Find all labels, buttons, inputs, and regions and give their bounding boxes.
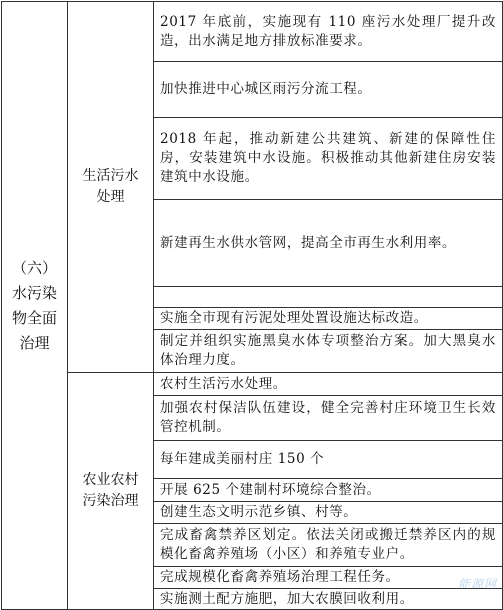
measure-item: 每年建成美丽村庄 150 个: [154, 441, 503, 479]
measure-item: 2017 年底前，实施现有 110 座污水处理厂提升改造，出水满足地方排放标准要求。: [154, 2, 503, 62]
measure-item: 新建再生水供水管网，提高全市再生水利用率。: [154, 200, 503, 287]
table-row: [2, 2, 503, 62]
category-label-line: 物全面: [11, 308, 57, 327]
measure-item: 开展 625 个建制村环境综合整治。: [154, 479, 503, 502]
measure-item: 完成规模化畜禽养殖场治理工程任务。: [154, 567, 503, 589]
measure-item: 实施全市现有污泥处理处置设施达标改造。: [154, 308, 503, 330]
group-name-line: 处理: [96, 189, 125, 205]
measure-item: 制定并组织实施黑臭水体专项整治方案。加大黑臭水体治理力度。: [154, 330, 503, 373]
measure-item: 加强农村保洁队伍建设，健全完善村庄环境卫生长效管控机制。: [154, 396, 503, 441]
watermark: 能源网: [457, 577, 497, 591]
group-name-line: 农业农村: [82, 472, 139, 488]
category-label-line: 治理: [19, 333, 50, 352]
measure-item: 农村生活污水处理。: [154, 373, 503, 396]
group-name-line: 生活污水: [82, 168, 139, 184]
table-row: [2, 373, 503, 396]
measure-item: 实施测土配方施肥，加大农膜回收利用。: [154, 589, 503, 610]
policy-table: [1, 1, 503, 610]
measure-item: [154, 287, 503, 308]
group-name-cell: [68, 2, 154, 373]
measure-item: 加快推进中心城区雨污分流工程。: [154, 62, 503, 118]
measure-item: 2018 年起，推动新建公共建筑、新建的保障性住房，安装建筑中水设施。积极推动其他新建住房安装建筑中水设施。: [154, 118, 503, 200]
group-name-line: 污染治理: [82, 493, 139, 509]
group-name-cell: [68, 373, 154, 610]
category-cell: [2, 2, 68, 610]
measure-item: 创建生态文明示范乡镇、村等。: [154, 502, 503, 524]
category-label-line: （六）: [11, 258, 57, 277]
category-label-line: 水污染: [11, 283, 57, 302]
measure-item: 完成畜禽禁养区划定。依法关闭或搬迁禁养区内的规模化畜禽养殖场（小区）和养殖专业户。: [154, 524, 503, 567]
